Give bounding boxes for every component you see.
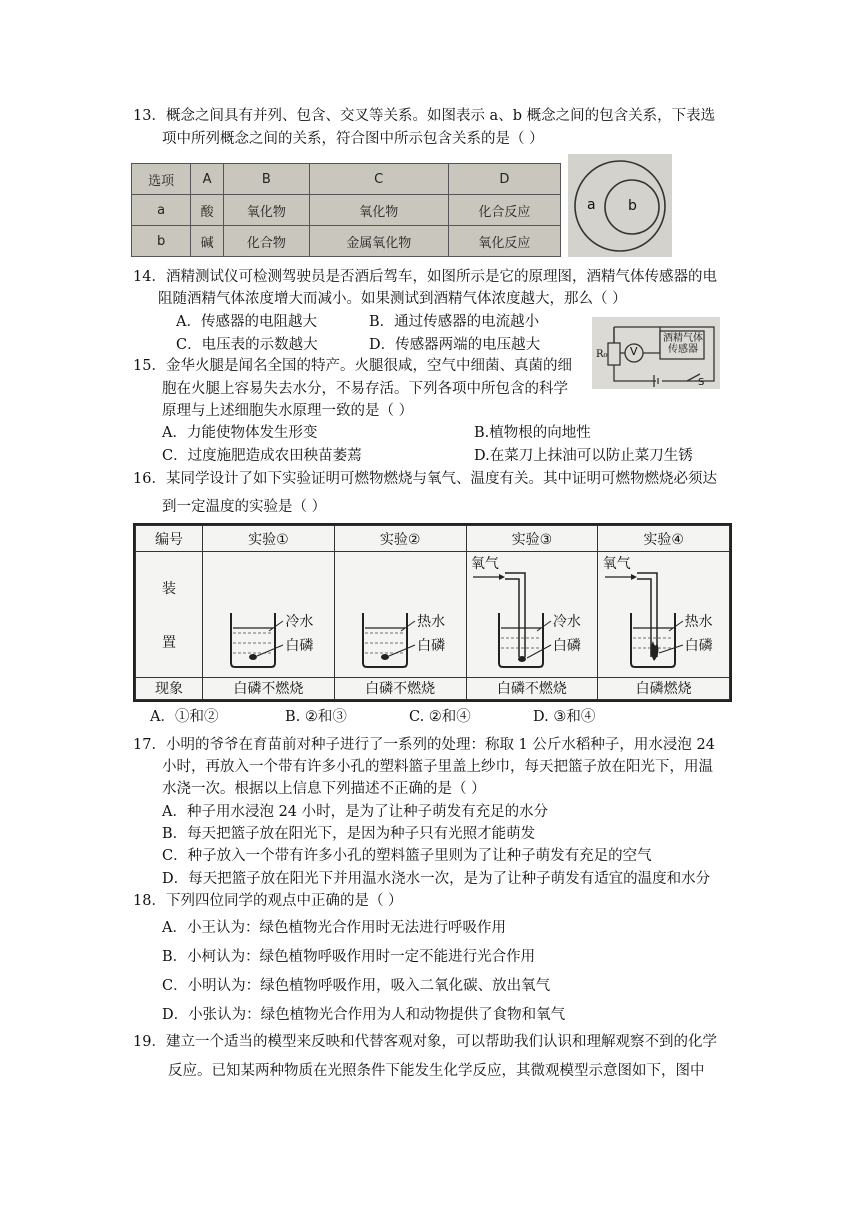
table-row: [136, 552, 730, 677]
experiment-table: [133, 523, 732, 702]
table-cell: 氧化物: [223, 195, 309, 226]
q16-stem-line1: 16．某同学设计了如下实验证明可燃物燃烧与氧气、温度有关。其中证明可燃物燃烧必须达: [133, 471, 717, 487]
table-header-cell: 实验①: [203, 526, 335, 552]
apparatus-cell-3: [466, 552, 598, 677]
table-header-cell: C: [309, 164, 448, 195]
table-header-cell: 编号: [136, 526, 203, 552]
venn-diagram: [568, 154, 672, 257]
q15-option-c[interactable]: C．过度施肥造成农田秧苗萎蔫: [162, 448, 362, 464]
oxygen-label: 氧气: [470, 556, 499, 573]
water-label: 热水: [417, 614, 446, 631]
water-label: 冷水: [285, 614, 314, 631]
q18-stem: 18．下列四位同学的观点中正确的是（ ）: [133, 893, 403, 909]
table-cell: 碱: [191, 226, 224, 257]
table-cell: 酸: [191, 195, 224, 226]
table-header-cell: 实验④: [598, 526, 730, 552]
q17-option-a[interactable]: A．种子用水浸泡 24 小时，是为了让种子萌发有充足的水分: [162, 804, 549, 820]
q15-option-a[interactable]: A．力能使物体发生形变: [162, 425, 318, 441]
phosphorus-label: 白磷: [552, 638, 581, 655]
row-label-zhuang: 装: [162, 580, 176, 597]
q14-stem-line2: 阻随酒精气体浓度增大而减小。如果测试到酒精气体浓度越大，那么（ ）: [158, 291, 627, 307]
q16-option-a[interactable]: A．①和②: [150, 709, 219, 725]
table-header-cell: 实验③: [466, 526, 598, 552]
q15-stem-line2: 胞在火腿上容易失去水分，不易存活。下列各项中所包含的科学: [162, 381, 568, 397]
q16-stem-line2: 到一定温度的实验是（ ）: [162, 499, 327, 515]
table-row: [132, 226, 561, 257]
q14-option-d[interactable]: D．传感器两端的电压越大: [369, 337, 541, 353]
beaker-icon: [335, 553, 465, 676]
q15-option-b[interactable]: B.植物根的向地性: [474, 425, 591, 441]
beaker-icon: [203, 553, 333, 676]
voltmeter-label: V: [630, 345, 638, 358]
table-row: [136, 677, 730, 699]
table-cell: [136, 552, 203, 677]
resistor-label: R₀: [596, 349, 608, 360]
q18-option-a[interactable]: A．小王认为：绿色植物光合作用时无法进行呼吸作用: [162, 920, 506, 936]
table-row: [132, 195, 561, 226]
q13-stem-line1: 13．概念之间具有并列、包含、交叉等关系。如图表示 a、b 概念之间的包含关系，下表选: [133, 108, 716, 124]
venn-svg: [568, 154, 672, 257]
table-cell: 氧化反应: [448, 226, 560, 257]
q14-option-c[interactable]: C．电压表的示数越大: [176, 337, 318, 353]
q15-option-d[interactable]: D.在菜刀上抹油可以防止菜刀生锈: [474, 448, 693, 464]
apparatus-cell-4: [598, 552, 730, 677]
apparatus-cell-1: [203, 552, 335, 677]
table-cell: 金属氧化物: [309, 226, 448, 257]
venn-label-b: b: [628, 198, 637, 214]
table-cell: 白磷不燃烧: [334, 677, 466, 699]
q19-stem-line1: 19．建立一个适当的模型来反映和代替客观对象，可以帮助我们认识和理解观察不到的化学: [133, 1034, 717, 1050]
q19-stem-line2: 反应。已知某两种物质在光照条件下能发生化学反应，其微观模型示意图如下，图中: [168, 1063, 705, 1079]
q17-option-d[interactable]: D．每天把篮子放在阳光下并用温水浇水一次，是为了让种子萌发有适宜的温度和水分: [162, 871, 711, 887]
q13-stem-line2: 项中所列概念之间的关系，符合图中所示包含关系的是（ ）: [162, 131, 544, 147]
table-cell: 化合物: [223, 226, 309, 257]
oxygen-label: 氧气: [602, 556, 631, 573]
phosphorus-label: 白磷: [684, 638, 713, 655]
phosphorus-label: 白磷: [285, 638, 314, 655]
table-cell: 化合反应: [448, 195, 560, 226]
apparatus-cell-2: [334, 552, 466, 677]
table-header-cell: A: [191, 164, 224, 195]
q18-option-d[interactable]: D．小张认为：绿色植物光合作用为人和动物提供了食物和氧气: [162, 1007, 566, 1023]
water-label: 冷水: [552, 614, 581, 631]
q16-option-d[interactable]: D. ③和④: [533, 709, 596, 725]
table-cell: b: [132, 226, 191, 257]
table-header-cell: 实验②: [334, 526, 466, 552]
q17-stem-line1: 17．小明的爷爷在育苗前对种子进行了一系列的处理：称取 1 公斤水稻种子，用水浸泡 24: [133, 737, 715, 753]
q17-stem-line3: 水浇一次。根据以上信息下列描述不正确的是（ ）: [162, 781, 486, 797]
table-cell: 氧化物: [309, 195, 448, 226]
q18-option-c[interactable]: C．小明认为：绿色植物呼吸作用，吸入二氧化碳、放出氧气: [162, 978, 551, 994]
sensor-label: 酒精气体传感器: [663, 333, 703, 355]
table-row: [132, 164, 561, 195]
table-header-cell: 选项: [132, 164, 191, 195]
row-label-zhi: 置: [162, 634, 176, 651]
circuit-diagram: [592, 317, 720, 389]
table-cell: a: [132, 195, 191, 226]
venn-label-a: a: [587, 197, 596, 213]
table-header-cell: D: [448, 164, 560, 195]
q14-option-b[interactable]: B．通过传感器的电流越小: [369, 314, 540, 330]
table-row: [136, 526, 730, 552]
switch-label: S: [698, 377, 705, 388]
table-cell: 现象: [136, 677, 203, 699]
q14-option-a[interactable]: A．传感器的电阻越大: [176, 314, 317, 330]
table-cell: 白磷不燃烧: [203, 677, 335, 699]
q14-stem-line1: 14．酒精测试仪可检测驾驶员是否酒后驾车，如图所示是它的原理图，酒精气体传感器的电: [133, 269, 717, 285]
table-cell: 白磷不燃烧: [466, 677, 598, 699]
phosphorus-label: 白磷: [417, 638, 446, 655]
q17-stem-line2: 小时，再放入一个带有许多小孔的塑料篮子里盖上纱巾，每天把篮子放在阳光下，用温: [162, 759, 713, 775]
table-cell: 白磷燃烧: [598, 677, 730, 699]
water-label: 热水: [684, 614, 713, 631]
q15-stem-line1: 15．金华火腿是闻名全国的特产。火腿很咸，空气中细菌、真菌的细: [133, 358, 572, 374]
q16-option-b[interactable]: B. ②和③: [285, 709, 347, 725]
table-header-cell: B: [223, 164, 309, 195]
q17-option-b[interactable]: B．每天把篮子放在阳光下，是因为种子只有光照才能萌发: [162, 826, 536, 842]
q15-stem-line3: 原理与上述细胞失水原理一致的是（ ）: [162, 403, 414, 419]
concept-table: [131, 163, 561, 257]
q17-option-c[interactable]: C．种子放入一个带有许多小孔的塑料篮子里则为了让种子萌发有充足的空气: [162, 848, 652, 864]
q18-option-b[interactable]: B．小柯认为：绿色植物呼吸作用时一定不能进行光合作用: [162, 949, 536, 965]
q16-option-c[interactable]: C. ②和④: [409, 709, 471, 725]
